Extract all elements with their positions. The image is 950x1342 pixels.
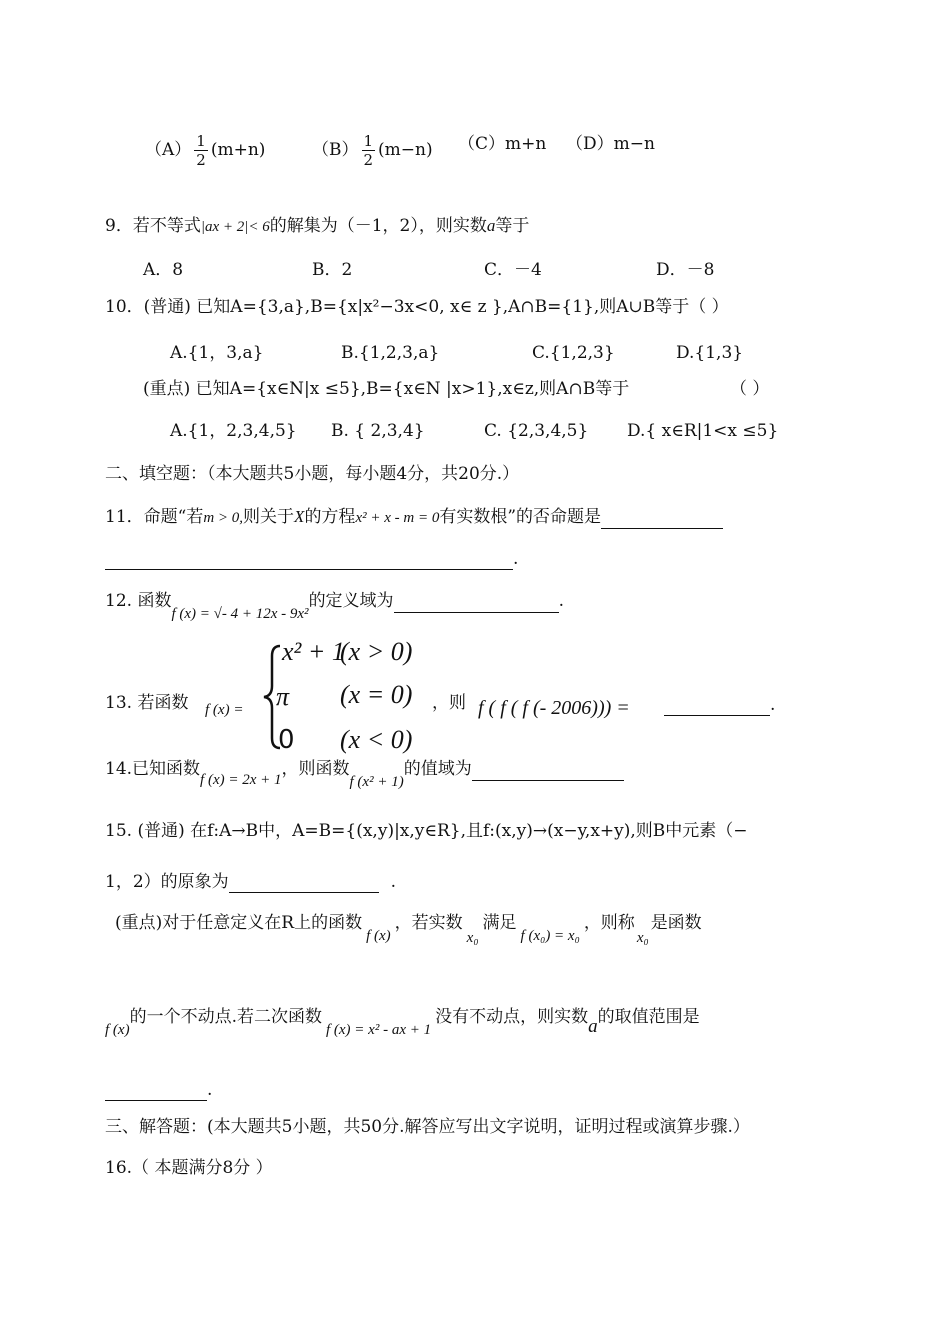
q9-option-b: B．2 xyxy=(312,260,353,280)
q9-option-a: A．8 xyxy=(143,260,184,280)
q15-key-end: . xyxy=(207,1080,213,1100)
q15-key-l2-variable: a xyxy=(588,1016,598,1037)
option-text: (m+n) xyxy=(210,140,266,160)
q10-normal-option-b: B.{1,2,3,a} xyxy=(341,343,440,363)
answer-blank[interactable] xyxy=(472,762,624,781)
q14-mid: ，则函数 xyxy=(281,759,350,779)
q13-fx: f (x) = xyxy=(205,702,244,718)
q11-mid2: 的方程 xyxy=(304,507,356,527)
q12-suffix: 的定义域为 xyxy=(308,591,394,611)
q15-normal-text: 1，2）的原象为 xyxy=(105,872,229,892)
q13-end: . xyxy=(770,695,776,715)
q15-key-p3: 满足 xyxy=(482,913,517,933)
answer-blank[interactable] xyxy=(105,1082,207,1101)
q15-normal-end: . xyxy=(390,872,397,892)
q13-case3-value: 0 xyxy=(278,725,295,755)
q15-key-p4: ，则称 xyxy=(583,913,635,933)
q12-prefix: 12. 函数 xyxy=(105,591,172,611)
q10-key-option-c: C. {2,3,4,5} xyxy=(484,421,589,441)
q13-case2-value: π xyxy=(276,682,290,711)
q13-case1-value: x² + 1 xyxy=(282,637,345,666)
q15-key-line2 xyxy=(105,1006,700,1038)
q8-option-d: （D）m−n xyxy=(566,134,655,154)
q9-option-d: D．－8 xyxy=(656,260,715,280)
q11-end: . xyxy=(513,549,519,569)
q15-key-line1 xyxy=(115,912,702,946)
q15-normal-line1: 15. (普通) 在f:A→B中，A=B={(x,y)|x,y∈R},且f:(x,y)→(x−y,x+y),则B中元素（− xyxy=(105,821,748,841)
q10-key-paren: （ ） xyxy=(730,379,770,399)
q14-function: f (x) = 2x + 1 xyxy=(200,772,282,788)
q10-key-option-b: B. { 2,3,4} xyxy=(331,421,425,441)
section-3-heading: 三、解答题：(本大题共5小题，共50分.解答应写出文字说明，证明过程或演算步骤.） xyxy=(105,1117,750,1137)
q15-key-line3 xyxy=(105,1079,212,1101)
q11-suffix: 有实数根”的否命题是 xyxy=(439,507,602,527)
q10-normal-option-a: A.{1，3,a} xyxy=(170,343,264,363)
q13-then: ，则 xyxy=(432,693,466,713)
q9-end: 等于 xyxy=(495,216,530,236)
q14-composite: f (x² + 1) xyxy=(349,774,404,790)
fraction-numerator: 1 xyxy=(363,132,374,150)
answer-blank[interactable] xyxy=(394,594,559,613)
option-text: (m−n) xyxy=(378,140,433,160)
q12-end: . xyxy=(558,591,564,611)
q15-key-l2-p3: 的取值范围是 xyxy=(597,1007,700,1027)
q8-option-a xyxy=(145,132,265,169)
q12-function: f (x) = √- 4 + 12x - 9x² xyxy=(171,606,309,622)
answer-blank[interactable] xyxy=(105,551,513,570)
q13-prefix: 13. 若函数 xyxy=(105,693,189,713)
fraction-numerator: 1 xyxy=(196,132,206,150)
q15-key-p5: 是函数 xyxy=(650,913,702,933)
q11-condition: m > 0, xyxy=(203,510,244,526)
fraction-denominator: 2 xyxy=(196,151,206,169)
q10-normal-option-d: D.{1,3} xyxy=(676,343,744,363)
q15-key-equation: f (x₀) = x₀ xyxy=(520,928,580,944)
q15-key-l2-p1: 的一个不动点.若二次函数 xyxy=(129,1007,322,1027)
answer-blank[interactable] xyxy=(229,874,379,893)
answer-blank[interactable] xyxy=(664,697,770,716)
q13-expression: f ( f ( f (- 2006))) = xyxy=(478,697,630,719)
q13-answer xyxy=(664,694,775,716)
option-label: （A） xyxy=(145,140,192,160)
q15-key-p1: (重点)对于任意定义在R上的函数 xyxy=(115,913,363,933)
q15-key-l2-fx: f (x) xyxy=(105,1022,130,1038)
q11-line2 xyxy=(105,548,518,570)
q10-key-stem: (重点) 已知A={x∈N|x ≤5},B={x∈N |x>1},x∈z,则A∩B等于 xyxy=(143,379,630,399)
q9-inequality: |ax + 2|< 6 xyxy=(200,219,270,235)
q9-prefix: 9．若不等式 xyxy=(105,216,201,236)
q9-suffix: 的解集为（－1，2），则实数 xyxy=(269,216,487,236)
option-label: （B） xyxy=(312,140,359,160)
q8-option-c: （C）m+n xyxy=(458,134,547,154)
q14-suffix: 的值域为 xyxy=(403,759,472,779)
q15-key-l2-equation: f (x) = x² - ax + 1 xyxy=(325,1022,432,1038)
section-2-heading: 二、填空题：（本大题共5小题，每小题4分，共20分.） xyxy=(105,464,520,484)
q15-key-x0: x₀ xyxy=(466,930,479,946)
q11-prefix: 11．命题“若 xyxy=(105,507,204,527)
q15-key-fx: f (x) xyxy=(366,928,391,944)
q15-normal-line2 xyxy=(105,871,396,893)
fraction xyxy=(194,132,208,169)
q15-key-x0b: x₀ xyxy=(636,930,649,946)
q14-prefix: 14.已知函数 xyxy=(105,759,201,779)
q11-mid: 则关于 xyxy=(243,507,295,527)
answer-blank[interactable] xyxy=(601,510,723,529)
q15-key-p2: ，若实数 xyxy=(394,913,463,933)
fraction xyxy=(362,132,376,169)
q13-case2-condition: (x = 0) xyxy=(340,680,413,709)
q10-normal-stem: 10．(普通) 已知A={3,a},B={x|x²−3x<0, x∈ z },A∩B={1},则A∪B等于（ ） xyxy=(105,297,729,317)
q9-option-c: C．－4 xyxy=(484,260,542,280)
fraction-denominator: 2 xyxy=(363,151,374,169)
q15-key-l2-p2: 没有不动点，则实数 xyxy=(435,1007,589,1027)
q9-stem xyxy=(105,215,529,238)
q11-stem xyxy=(105,506,723,529)
q11-equation: x² + x - m = 0 xyxy=(355,510,440,526)
q13-case1-condition: (x > 0) xyxy=(340,637,413,666)
q16-heading: 16.（ 本题满分8分 ） xyxy=(105,1158,273,1178)
q10-key-option-d: D.{ x∈R|1<x ≤5} xyxy=(627,421,779,441)
q10-key-option-a: A.{1，2,3,4,5} xyxy=(170,421,297,441)
q12-stem xyxy=(105,590,564,622)
q11-variable: X xyxy=(294,507,305,526)
q10-normal-option-c: C.{1,2,3} xyxy=(532,343,615,363)
q13-case3-condition: (x < 0) xyxy=(340,725,413,754)
q9-variable: a xyxy=(486,216,496,235)
q14-stem xyxy=(105,758,624,790)
q8-option-b xyxy=(312,132,433,169)
